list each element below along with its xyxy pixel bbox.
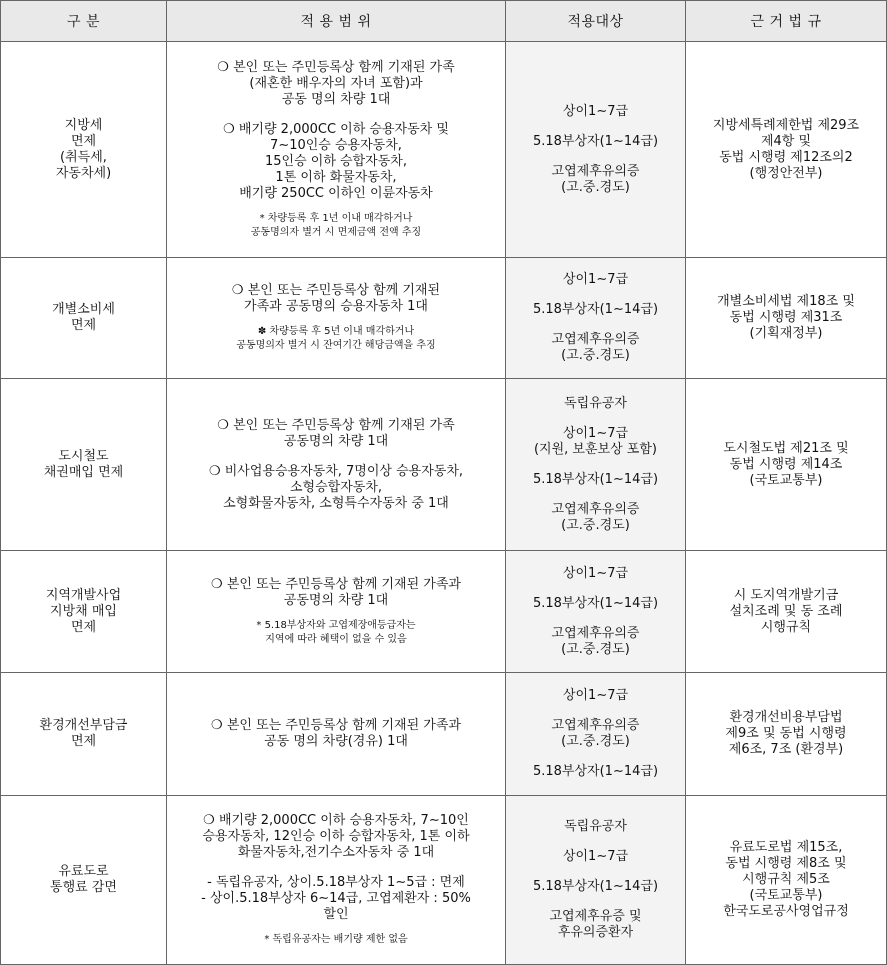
law-text: 시 도지역개발기금 — [733, 587, 839, 603]
category-text: 면제 — [70, 619, 97, 635]
scope-text: 공동명의 차량 1대 — [283, 592, 389, 608]
law-text: 개별소비세법 제18조 및 — [717, 294, 855, 309]
scope-text: 공동 명의 차량(경유) 1대 — [264, 734, 408, 749]
law-text: 제9조 및 동법 시행령 — [725, 726, 847, 741]
header-category: 구 분 — [1, 1, 167, 42]
scope-text: 1톤 이하 화물자동차, — [275, 169, 397, 185]
scope-cell — [167, 258, 506, 379]
scope-text: 공동 명의 차량 1대 — [281, 91, 391, 107]
law-text: (행정안전부) — [749, 165, 823, 181]
law-text: 제6조, 7조 (환경부) — [728, 742, 844, 757]
category-text: 면제 — [70, 318, 97, 333]
eligibility-text: 고엽제후유증 및 — [549, 909, 642, 924]
eligibility-text: 상이1∼7급 — [562, 849, 629, 864]
scope-text: ❍ 본인 또는 주민등록상 함께 기재된 가족과 — [211, 718, 461, 733]
spacer — [510, 150, 681, 164]
category-cell — [1, 551, 167, 673]
law-text: (기획재정부) — [749, 326, 823, 341]
table-row — [1, 551, 887, 673]
scope-cell — [167, 796, 506, 965]
table-row — [1, 258, 887, 379]
law-text: 동법 시행령 제12조의2 — [719, 149, 853, 165]
scope-text: 배기량 250CC 이하인 이륜자동차 — [239, 185, 433, 201]
spacer — [510, 895, 681, 909]
spacer — [171, 108, 501, 122]
eligibility-text: 5.18부상자(1∼14급) — [532, 764, 659, 779]
spacer — [510, 704, 681, 718]
category-text: 면제 — [70, 734, 97, 749]
spacer — [510, 750, 681, 764]
table-row — [1, 379, 887, 551]
eligibility-text: (고.중.경도) — [561, 517, 630, 533]
table-row — [1, 796, 887, 965]
scope-text: (재혼한 배우자의 자녀 포함)과 — [249, 75, 423, 91]
eligibility-text: 상이1∼7급 — [562, 425, 629, 441]
category-cell — [1, 379, 167, 551]
scope-text: ❍ 비사업용승용자동차, 7명이상 승용자동차, — [208, 463, 464, 479]
eligibility-text: (지원, 보훈보상 포함) — [533, 441, 657, 457]
eligibility-text: 독립유공자 — [564, 395, 627, 411]
header-eligibility: 적용대상 — [506, 1, 686, 42]
eligibility-text: (고.중.경도) — [561, 734, 630, 749]
category-text: 유료도로 — [58, 864, 109, 879]
scope-text: ❍ 배기량 2,000CC 이하 승용자동차 및 — [223, 121, 449, 137]
category-text: 지방세 — [64, 117, 103, 133]
eligibility-text: 상이1∼7급 — [562, 272, 629, 287]
eligibility-text: 5.18부상자(1∼14급) — [532, 302, 659, 317]
scope-text: ❍ 본인 또는 주민등록상 함께 기재된 — [231, 283, 441, 298]
scope-note: 공동명의자 별거 시 잔여기간 해당금액을 추징 — [236, 340, 436, 351]
law-cell — [686, 42, 887, 258]
category-cell — [1, 42, 167, 258]
law-text: 설치조례 및 동 조례 — [729, 603, 843, 619]
scope-text: 소형화물자동차, 소형특수자동차 중 1대 — [223, 495, 449, 511]
eligibility-text: 고엽제후유의증 — [551, 625, 640, 641]
category-text: 자동차세) — [55, 165, 112, 181]
scope-cell — [167, 551, 506, 673]
eligibility-text: 고엽제후유의증 — [551, 501, 640, 517]
spacer — [171, 861, 501, 875]
scope-text: ❍ 배기량 2,000CC 이하 승용자동차, 7∼10인 — [203, 813, 469, 828]
scope-text: 승용자동차, 12인승 이하 승합자동차, 1톤 이하 — [202, 829, 470, 844]
category-text: (취득세, — [60, 149, 107, 165]
spacer — [171, 923, 501, 933]
scope-text: 가족과 공동명의 승용자동차 1대 — [244, 299, 428, 314]
eligibility-text: 상이1∼7급 — [562, 103, 629, 119]
spacer — [510, 488, 681, 502]
eligibility-text: (고.중.경도) — [561, 179, 630, 195]
category-text: 면제 — [70, 133, 97, 149]
law-text: 지방세특례제한법 제29조 — [712, 117, 860, 133]
header-scope: 적 용 범 위 — [167, 1, 506, 42]
scope-note: 공동명의자 별거 시 면제금액 전액 추징 — [250, 226, 422, 238]
spacer — [510, 865, 681, 879]
scope-text: 화물자동차,전기수소자동차 중 1대 — [237, 845, 435, 860]
scope-cell — [167, 42, 506, 258]
category-text: 개별소비세 — [52, 302, 115, 317]
law-text: 제4항 및 — [760, 133, 812, 149]
scope-note: * 독립유공자는 배기량 제한 없음 — [264, 934, 408, 945]
spacer — [171, 202, 501, 212]
eligibility-cell — [506, 796, 686, 965]
scope-text: 할인 — [323, 907, 349, 922]
law-text: 환경개선비용부담법 — [729, 710, 843, 725]
table-row — [1, 42, 887, 258]
scope-note: ✽ 차량등록 후 5년 이내 매각하거나 — [257, 326, 415, 337]
scope-note: * 차량등록 후 1년 이내 매각하거나 — [259, 212, 413, 224]
category-text: 환경개선부담금 — [39, 718, 128, 733]
scope-cell — [167, 673, 506, 796]
table-body — [1, 42, 887, 965]
scope-text: - 상이.5.18부상자 6∼14급, 고엽제환자 : 50% — [201, 891, 471, 906]
scope-text: ❍ 본인 또는 주민등록상 함께 기재된 가족 — [217, 59, 455, 75]
eligibility-text: (고.중.경도) — [561, 641, 630, 657]
scope-note: 지역에 따라 혜택이 없을 수 있음 — [265, 633, 407, 645]
scope-text: - 독립유공자, 상이.5.18부상자 1∼5급 : 면제 — [207, 875, 465, 890]
scope-cell — [167, 379, 506, 551]
law-text: 도시철도법 제21조 및 — [723, 440, 849, 456]
law-cell — [686, 551, 887, 673]
spacer — [171, 315, 501, 325]
scope-text: ❍ 본인 또는 주민등록상 함께 기재된 가족 — [217, 417, 455, 433]
spacer — [510, 318, 681, 332]
scope-note: * 5.18부상자와 고엽제장애등급자는 — [256, 619, 416, 631]
law-text: 유료도로법 제15조, — [729, 840, 843, 855]
eligibility-text: 상이1∼7급 — [562, 565, 629, 581]
category-text: 지역개발사업 — [45, 587, 122, 603]
eligibility-text: 독립유공자 — [564, 819, 627, 834]
law-cell — [686, 258, 887, 379]
spacer — [171, 609, 501, 619]
scope-text: ❍ 본인 또는 주민등록상 함께 기재된 가족과 — [211, 576, 461, 592]
eligibility-cell — [506, 551, 686, 673]
spacer — [510, 458, 681, 472]
header-law: 근 거 법 규 — [686, 1, 887, 42]
law-text: (국토교통부) — [749, 472, 823, 488]
table-row — [1, 673, 887, 796]
scope-text: 15인승 이하 승합자동차, — [265, 153, 407, 169]
category-text: 도시철도 — [58, 448, 109, 464]
law-text: 시행규칙 — [760, 619, 812, 635]
eligibility-cell — [506, 42, 686, 258]
category-text: 지방채 매입 — [50, 603, 117, 619]
law-text: 동법 시행령 제31조 — [729, 310, 843, 325]
spacer — [171, 450, 501, 464]
category-text: 통행료 감면 — [50, 880, 117, 895]
eligibility-text: 5.18부상자(1∼14급) — [532, 133, 659, 149]
law-text: 시행규칙 제5조 — [742, 872, 830, 887]
eligibility-text: (고.중.경도) — [561, 348, 630, 363]
eligibility-text: 고엽제후유의증 — [551, 332, 640, 347]
eligibility-text: 고엽제후유의증 — [551, 718, 640, 733]
scope-text: 공동명의 차량 1대 — [283, 433, 389, 449]
eligibility-cell — [506, 379, 686, 551]
eligibility-text: 5.18부상자(1∼14급) — [532, 471, 659, 487]
category-text: 채권매입 면제 — [43, 464, 124, 480]
category-cell — [1, 673, 167, 796]
scope-text: 소형승합자동차, — [289, 479, 383, 495]
spacer — [510, 120, 681, 134]
spacer — [510, 288, 681, 302]
eligibility-text: 후유의증환자 — [557, 925, 634, 940]
eligibility-cell — [506, 673, 686, 796]
spacer — [510, 582, 681, 596]
category-cell — [1, 796, 167, 965]
spacer — [510, 835, 681, 849]
eligibility-text: 상이1∼7급 — [562, 688, 629, 703]
scope-text: 7∼10인승 승용자동차, — [270, 137, 402, 153]
category-cell — [1, 258, 167, 379]
eligibility-text: 5.18부상자(1∼14급) — [532, 879, 659, 894]
eligibility-cell — [506, 258, 686, 379]
law-cell — [686, 673, 887, 796]
law-text: 동법 시행령 제8조 및 — [725, 856, 847, 871]
law-text: 동법 시행령 제14조 — [729, 456, 843, 472]
eligibility-text: 고엽제후유의증 — [551, 163, 640, 179]
law-text: 한국도로공사영업규정 — [723, 904, 849, 919]
eligibility-text: 5.18부상자(1∼14급) — [532, 595, 659, 611]
law-cell — [686, 796, 887, 965]
law-text: (국토교통부) — [749, 888, 823, 903]
spacer — [510, 612, 681, 626]
header-row — [1, 1, 887, 42]
law-cell — [686, 379, 887, 551]
spacer — [510, 412, 681, 426]
